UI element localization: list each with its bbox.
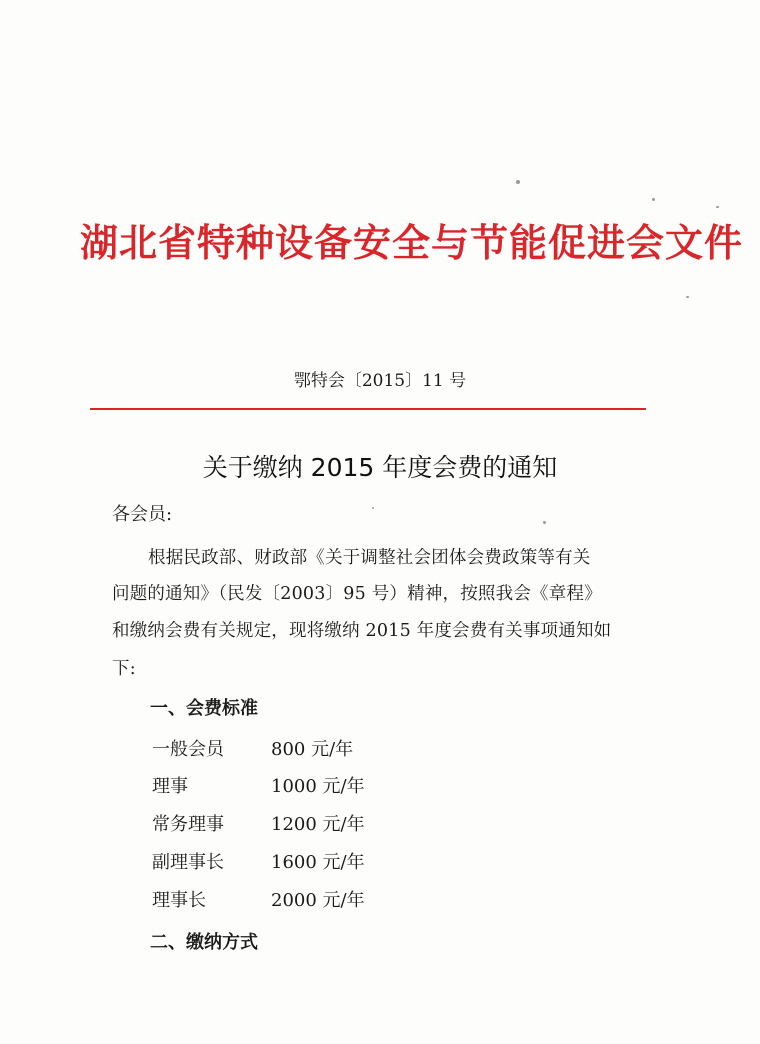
salutation: 各会员:	[112, 504, 173, 525]
scan-speck	[543, 521, 546, 524]
notice-title: 关于缴纳 2015 年度会费的通知	[202, 453, 558, 482]
scan-speck	[716, 206, 719, 208]
fee-amount: 1600 元/年	[271, 852, 365, 873]
fee-role: 副理事长	[152, 852, 224, 873]
scan-speck	[652, 198, 655, 201]
scan-speck	[686, 296, 689, 298]
section-heading-payment-method: 二、缴纳方式	[150, 932, 258, 953]
scan-speck	[516, 180, 520, 184]
section-heading-fee-standard: 一、会费标准	[150, 698, 258, 719]
fee-role: 常务理事	[152, 814, 224, 835]
scan-speck	[372, 507, 374, 509]
body-paragraph-line: 下:	[112, 659, 136, 679]
body-paragraph-line: 和缴纳会费有关规定，现将缴纳 2015 年度会费有关事项通知如	[112, 621, 612, 641]
document-masthead: 湖北省特种设备安全与节能促进会文件	[80, 220, 744, 265]
fee-role: 理事	[152, 776, 188, 797]
fee-role: 理事长	[152, 890, 206, 911]
body-paragraph-line: 根据民政部、财政部《关于调整社会团体会费政策等有关	[148, 548, 591, 568]
fee-amount: 1000 元/年	[271, 776, 365, 797]
fee-amount: 800 元/年	[271, 739, 354, 760]
red-divider-line	[90, 408, 646, 410]
body-paragraph-line: 问题的通知》（民发〔2003〕95 号）精神，按照我会《章程》	[112, 584, 602, 604]
fee-amount: 1200 元/年	[271, 814, 365, 835]
document-number: 鄂特会〔2015〕11 号	[293, 371, 467, 391]
fee-amount: 2000 元/年	[271, 890, 365, 911]
fee-role: 一般会员	[152, 739, 224, 760]
